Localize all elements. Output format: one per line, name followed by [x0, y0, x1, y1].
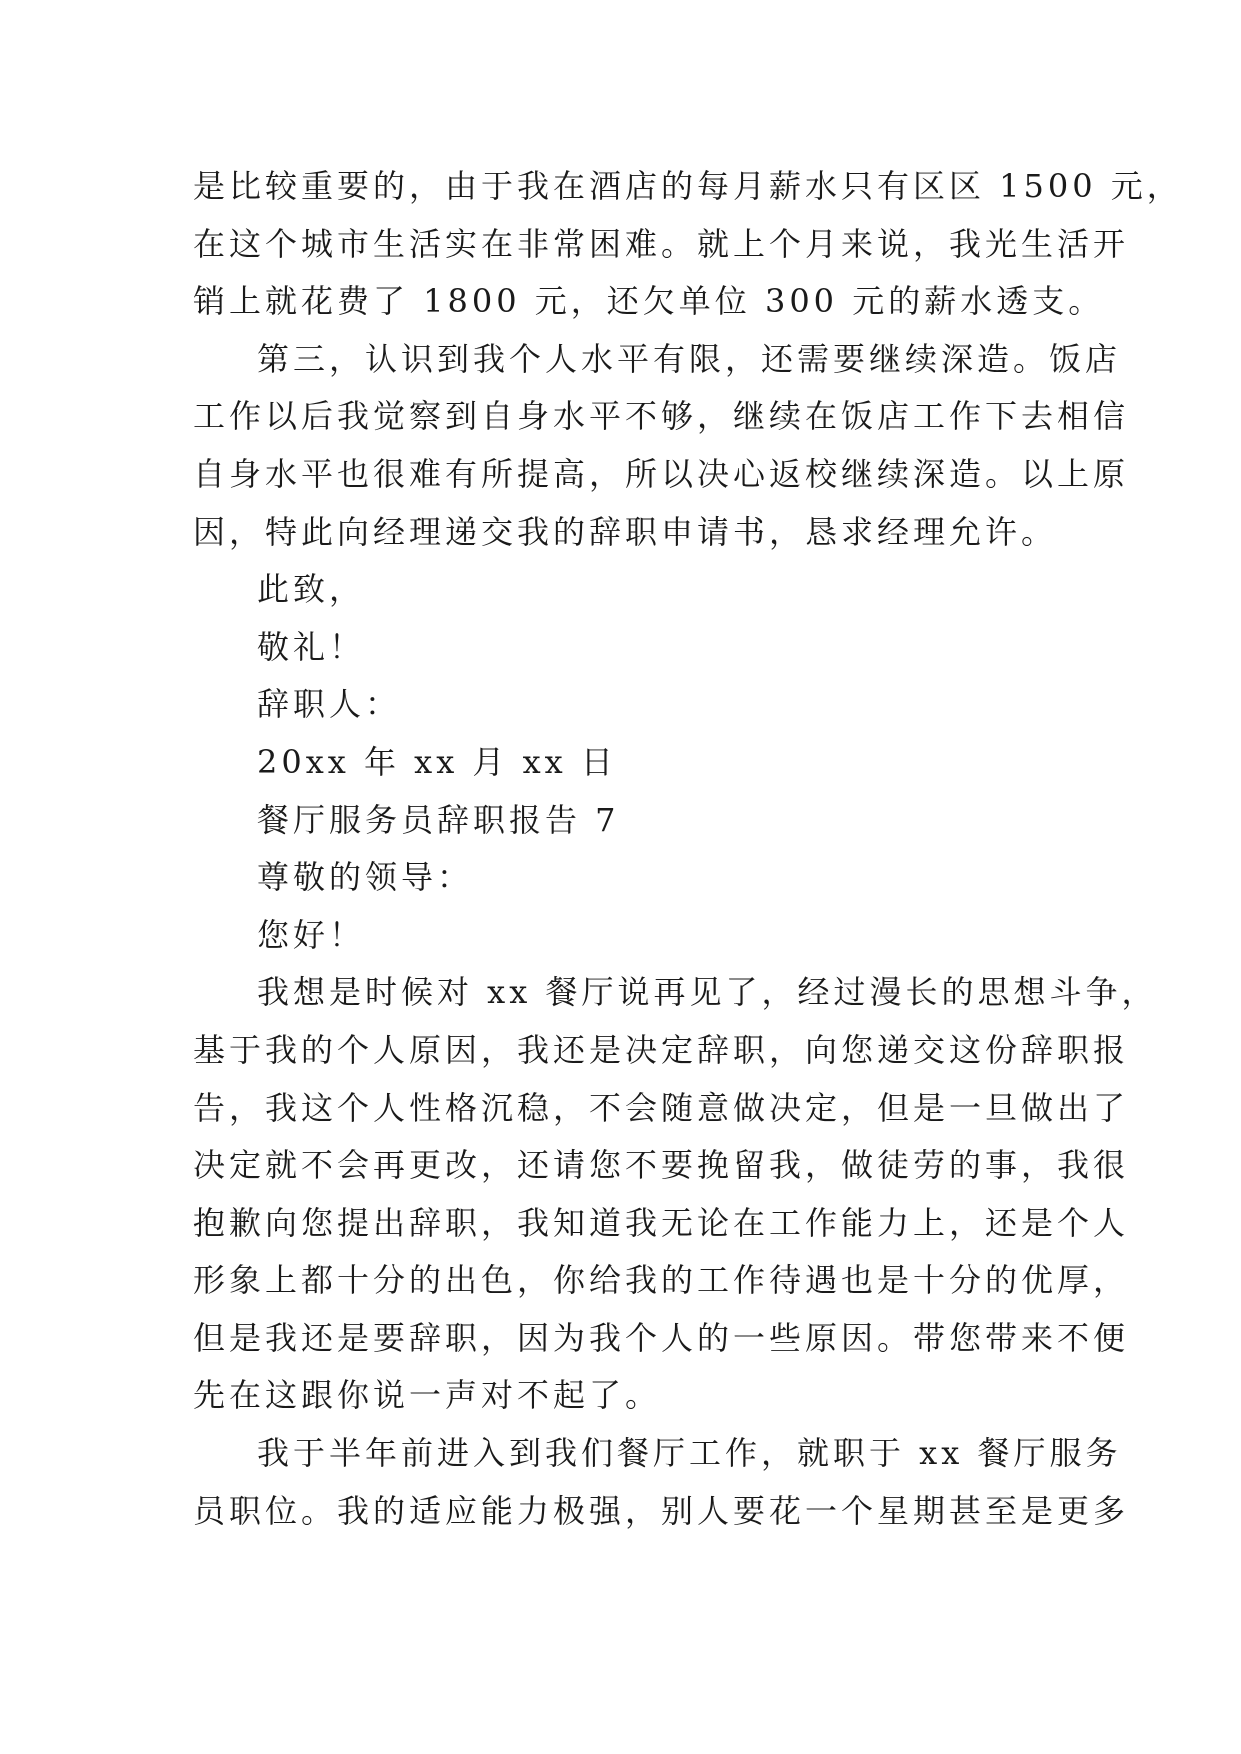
- text-line: 决定就不会再更改，还请您不要挽留我，做徒劳的事，我很: [193, 1146, 1130, 1185]
- text-line: 在这个城市生活实在非常困难。就上个月来说，我光生活开: [193, 224, 1130, 263]
- addressee: 尊敬的领导：: [257, 858, 474, 897]
- salutation-closing: 此致，: [257, 570, 366, 609]
- text-line: 因，特此向经理递交我的辞职申请书，恳求经理允许。: [193, 512, 1058, 551]
- text-line: 工作以后我觉察到自身水平不够，继续在饭店工作下去相信: [193, 397, 1130, 436]
- text-line: 我想是时候对 xx 餐厅说再见了，经过漫长的思想斗争，: [257, 973, 1158, 1012]
- greeting: 您好！: [257, 915, 366, 954]
- regards: 敬礼！: [257, 627, 366, 666]
- text-line: 第三，认识到我个人水平有限，还需要继续深造。饭店: [257, 339, 1122, 378]
- text-line: 员职位。我的适应能力极强，别人要花一个星期甚至是更多: [193, 1491, 1130, 1530]
- text-line: 先在这跟你说一声对不起了。: [193, 1376, 662, 1415]
- text-line: 但是我还是要辞职，因为我个人的一些原因。带您带来不便: [193, 1318, 1130, 1357]
- document-body: [193, 158, 1183, 1540]
- text-line: 形象上都十分的出色，你给我的工作待遇也是十分的优厚，: [193, 1261, 1130, 1300]
- date-line: 20xx 年 xx 月 xx 日: [257, 742, 617, 781]
- text-line: 我于半年前进入到我们餐厅工作，就职于 xx 餐厅服务: [257, 1434, 1122, 1473]
- text-line: 告，我这个人性格沉稳，不会随意做决定，但是一旦做出了: [193, 1088, 1130, 1127]
- text-line: 抱歉向您提出辞职，我知道我无论在工作能力上，还是个人: [193, 1203, 1130, 1242]
- text-line: 基于我的个人原因，我还是决定辞职，向您递交这份辞职报: [193, 1030, 1130, 1069]
- signature-label: 辞职人：: [257, 685, 402, 724]
- text-line: 是比较重要的，由于我在酒店的每月薪水只有区区 1500 元，: [193, 167, 1183, 205]
- text-line: 自身水平也很难有所提高，所以决心返校继续深造。以上原: [193, 454, 1130, 493]
- section-title: 餐厅服务员辞职报告 7: [257, 800, 620, 839]
- text-line: 销上就花费了 1800 元，还欠单位 300 元的薪水透支。: [193, 282, 1105, 321]
